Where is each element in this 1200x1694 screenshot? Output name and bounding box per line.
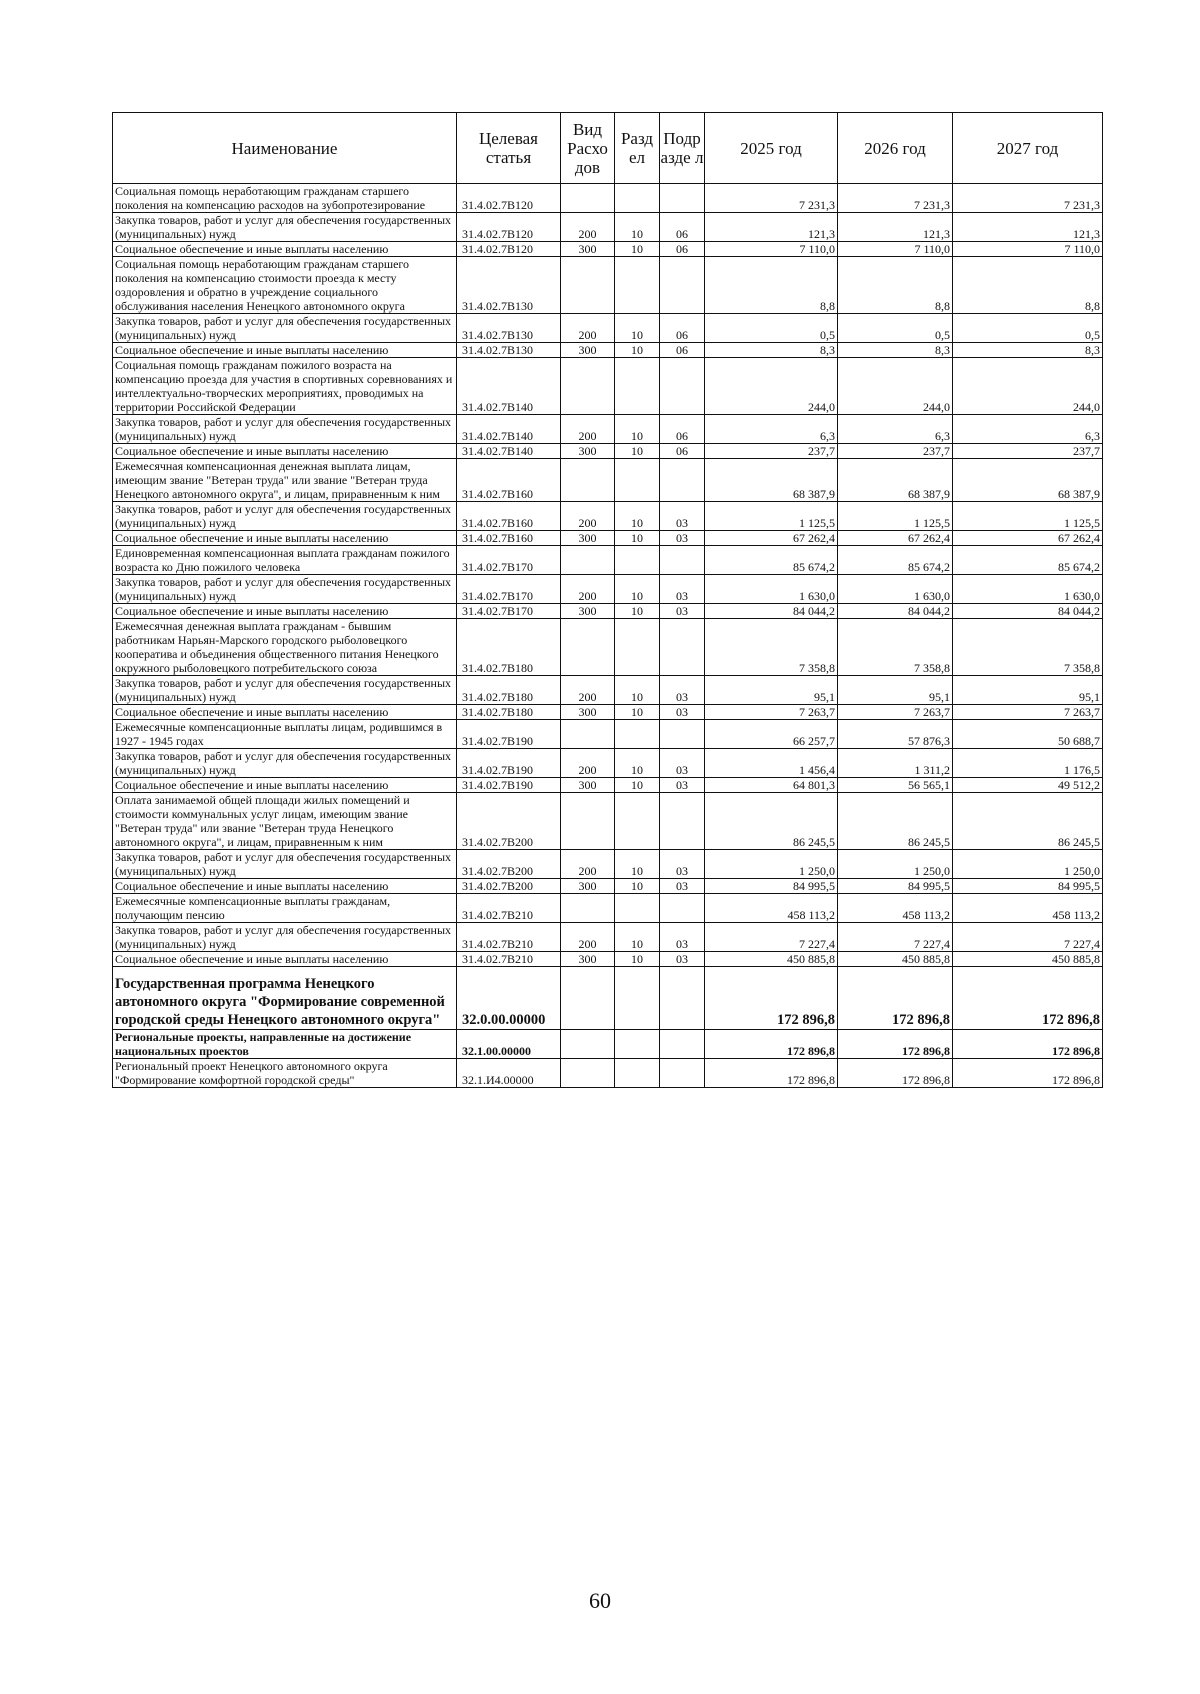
cell-kind (561, 459, 615, 502)
cell-section: 10 (615, 850, 660, 879)
cell-subsection (660, 967, 705, 1030)
cell-2027: 50 688,7 (953, 720, 1103, 749)
cell-2025: 6,3 (705, 415, 838, 444)
cell-name: Закупка товаров, работ и услуг для обеспечения государственных (муниципальных) нужд (113, 415, 457, 444)
cell-subsection: 06 (660, 343, 705, 358)
cell-section (615, 720, 660, 749)
cell-section (615, 793, 660, 850)
cell-2025: 172 896,8 (705, 967, 838, 1030)
table-row (113, 314, 1103, 343)
cell-2025: 8,8 (705, 257, 838, 314)
cell-kind: 200 (561, 314, 615, 343)
cell-subsection: 03 (660, 952, 705, 967)
cell-2025: 1 250,0 (705, 850, 838, 879)
cell-2025: 0,5 (705, 314, 838, 343)
cell-subsection (660, 894, 705, 923)
table-row (113, 604, 1103, 619)
cell-section: 10 (615, 778, 660, 793)
cell-kind: 200 (561, 575, 615, 604)
header-name: Наименование (113, 113, 457, 184)
cell-2027: 1 125,5 (953, 502, 1103, 531)
cell-2027: 172 896,8 (953, 1030, 1103, 1059)
cell-kind: 200 (561, 415, 615, 444)
table-body (113, 184, 1103, 1088)
table-row (113, 793, 1103, 850)
cell-2027: 6,3 (953, 415, 1103, 444)
cell-2027: 237,7 (953, 444, 1103, 459)
cell-kind: 200 (561, 676, 615, 705)
cell-2025: 7 263,7 (705, 705, 838, 720)
cell-target: 31.4.02.7В180 (457, 619, 561, 676)
cell-2026: 8,3 (838, 343, 953, 358)
cell-section: 10 (615, 705, 660, 720)
cell-section: 10 (615, 575, 660, 604)
cell-name: Ежемесячные компенсационные выплаты лицам, родившимся в 1927 - 1945 годах (113, 720, 457, 749)
cell-name: Государственная программа Ненецкого автономного округа "Формирование современной городской среды Ненецкого автономного округа" (113, 967, 457, 1030)
table-row (113, 1059, 1103, 1088)
cell-2026: 7 227,4 (838, 923, 953, 952)
cell-subsection (660, 459, 705, 502)
cell-kind: 200 (561, 923, 615, 952)
cell-name: Социальное обеспечение и иные выплаты населению (113, 952, 457, 967)
cell-2027: 172 896,8 (953, 1059, 1103, 1088)
cell-2026: 84 044,2 (838, 604, 953, 619)
cell-subsection: 03 (660, 778, 705, 793)
cell-section: 10 (615, 314, 660, 343)
cell-2025: 450 885,8 (705, 952, 838, 967)
cell-target: 32.1.00.00000 (457, 1030, 561, 1059)
cell-2026: 7 263,7 (838, 705, 953, 720)
cell-2027: 172 896,8 (953, 967, 1103, 1030)
table-header-row (113, 113, 1103, 184)
cell-2027: 84 044,2 (953, 604, 1103, 619)
cell-2027: 95,1 (953, 676, 1103, 705)
table-row (113, 967, 1103, 1030)
cell-kind: 200 (561, 502, 615, 531)
cell-name: Социальное обеспечение и иные выплаты населению (113, 343, 457, 358)
cell-2027: 458 113,2 (953, 894, 1103, 923)
cell-name: Социальное обеспечение и иные выплаты населению (113, 604, 457, 619)
cell-section (615, 459, 660, 502)
table-row (113, 242, 1103, 257)
cell-section (615, 1059, 660, 1088)
table-row (113, 894, 1103, 923)
cell-target: 31.4.02.7В200 (457, 879, 561, 894)
cell-2025: 95,1 (705, 676, 838, 705)
cell-2025: 85 674,2 (705, 546, 838, 575)
cell-name: Закупка товаров, работ и услуг для обеспечения государственных (муниципальных) нужд (113, 749, 457, 778)
cell-2026: 172 896,8 (838, 1059, 953, 1088)
cell-section: 10 (615, 343, 660, 358)
cell-name: Социальная помощь неработающим гражданам старшего поколения на компенсацию расходов на зубопротезирование (113, 184, 457, 213)
cell-2025: 7 110,0 (705, 242, 838, 257)
cell-subsection: 03 (660, 502, 705, 531)
cell-target: 31.4.02.7В140 (457, 415, 561, 444)
cell-target: 31.4.02.7В190 (457, 749, 561, 778)
cell-2025: 1 456,4 (705, 749, 838, 778)
cell-kind (561, 793, 615, 850)
table-row (113, 705, 1103, 720)
cell-section (615, 257, 660, 314)
cell-target: 31.4.02.7В170 (457, 604, 561, 619)
cell-subsection (660, 546, 705, 575)
cell-2027: 49 512,2 (953, 778, 1103, 793)
cell-target: 31.4.02.7В170 (457, 546, 561, 575)
cell-section (615, 358, 660, 415)
table-row (113, 850, 1103, 879)
cell-2026: 67 262,4 (838, 531, 953, 546)
cell-name: Закупка товаров, работ и услуг для обеспечения государственных (муниципальных) нужд (113, 502, 457, 531)
cell-2027: 1 176,5 (953, 749, 1103, 778)
cell-2027: 450 885,8 (953, 952, 1103, 967)
cell-2025: 172 896,8 (705, 1059, 838, 1088)
cell-target: 31.4.02.7В200 (457, 850, 561, 879)
cell-target: 31.4.02.7В130 (457, 314, 561, 343)
cell-2025: 68 387,9 (705, 459, 838, 502)
cell-subsection (660, 720, 705, 749)
cell-subsection: 03 (660, 676, 705, 705)
cell-2026: 56 565,1 (838, 778, 953, 793)
cell-2025: 7 358,8 (705, 619, 838, 676)
cell-name: Закупка товаров, работ и услуг для обеспечения государственных (муниципальных) нужд (113, 850, 457, 879)
cell-subsection: 06 (660, 444, 705, 459)
cell-subsection: 06 (660, 242, 705, 257)
cell-2026: 1 630,0 (838, 575, 953, 604)
cell-2027: 67 262,4 (953, 531, 1103, 546)
cell-kind (561, 894, 615, 923)
cell-2027: 1 250,0 (953, 850, 1103, 879)
cell-2025: 172 896,8 (705, 1030, 838, 1059)
header-2027: 2027 год (953, 113, 1103, 184)
cell-kind: 300 (561, 705, 615, 720)
cell-2027: 84 995,5 (953, 879, 1103, 894)
cell-target: 31.4.02.7В210 (457, 952, 561, 967)
table-row (113, 531, 1103, 546)
cell-target: 31.4.02.7В200 (457, 793, 561, 850)
cell-2026: 1 311,2 (838, 749, 953, 778)
table-row (113, 952, 1103, 967)
cell-2027: 8,8 (953, 257, 1103, 314)
cell-2026: 1 125,5 (838, 502, 953, 531)
cell-subsection (660, 1059, 705, 1088)
cell-target: 32.1.И4.00000 (457, 1059, 561, 1088)
cell-kind: 300 (561, 604, 615, 619)
table-row (113, 1030, 1103, 1059)
cell-subsection (660, 619, 705, 676)
cell-name: Оплата занимаемой общей площади жилых помещений и стоимости коммунальных услуг лицам, имеющим звание "Ветеран труда" или звание "Ветеран труда Ненецкого автономного округа", и лицам, приравненным к ним (113, 793, 457, 850)
cell-subsection: 03 (660, 531, 705, 546)
header-subsection: Подр азде л (660, 113, 705, 184)
cell-name: Ежемесячная денежная выплата гражданам - бывшим работникам Нарьян-Марского городского рыболовецкого кооператива и объединения общественного питания Ненецкого окружного рыболовецкого потребительского союза (113, 619, 457, 676)
cell-section (615, 619, 660, 676)
cell-2025: 84 995,5 (705, 879, 838, 894)
cell-section: 10 (615, 242, 660, 257)
table-row (113, 778, 1103, 793)
cell-subsection: 06 (660, 415, 705, 444)
cell-section (615, 184, 660, 213)
cell-target: 31.4.02.7В190 (457, 778, 561, 793)
cell-name: Социальная помощь неработающим гражданам старшего поколения на компенсацию стоимости проезда к месту оздоровления и обратно в учреждение социального обслуживания населения Ненецкого автономного округа (113, 257, 457, 314)
cell-section: 10 (615, 415, 660, 444)
cell-2027: 68 387,9 (953, 459, 1103, 502)
cell-section: 10 (615, 952, 660, 967)
cell-section: 10 (615, 502, 660, 531)
cell-subsection (660, 793, 705, 850)
cell-2026: 1 250,0 (838, 850, 953, 879)
cell-subsection: 06 (660, 314, 705, 343)
cell-2026: 84 995,5 (838, 879, 953, 894)
cell-2026: 244,0 (838, 358, 953, 415)
page-number: 60 (589, 1588, 611, 1613)
cell-2026: 95,1 (838, 676, 953, 705)
cell-2026: 237,7 (838, 444, 953, 459)
cell-target: 31.4.02.7В160 (457, 502, 561, 531)
table-row (113, 879, 1103, 894)
cell-section (615, 1030, 660, 1059)
cell-kind: 300 (561, 242, 615, 257)
cell-2026: 121,3 (838, 213, 953, 242)
cell-2025: 7 231,3 (705, 184, 838, 213)
cell-target: 31.4.02.7В130 (457, 257, 561, 314)
table-row (113, 749, 1103, 778)
cell-2027: 85 674,2 (953, 546, 1103, 575)
cell-2025: 1 125,5 (705, 502, 838, 531)
cell-2025: 7 227,4 (705, 923, 838, 952)
cell-2026: 8,8 (838, 257, 953, 314)
cell-kind (561, 1059, 615, 1088)
cell-name: Закупка товаров, работ и услуг для обеспечения государственных (муниципальных) нужд (113, 213, 457, 242)
header-kind: Вид Расхо дов (561, 113, 615, 184)
cell-subsection: 06 (660, 213, 705, 242)
table-row (113, 720, 1103, 749)
cell-2027: 8,3 (953, 343, 1103, 358)
cell-2025: 67 262,4 (705, 531, 838, 546)
cell-kind: 300 (561, 778, 615, 793)
cell-2026: 0,5 (838, 314, 953, 343)
cell-name: Социальное обеспечение и иные выплаты населению (113, 531, 457, 546)
cell-section: 10 (615, 531, 660, 546)
cell-kind (561, 546, 615, 575)
cell-2025: 458 113,2 (705, 894, 838, 923)
cell-name: Социальное обеспечение и иные выплаты населению (113, 778, 457, 793)
cell-section (615, 967, 660, 1030)
cell-kind: 300 (561, 879, 615, 894)
cell-2027: 7 231,3 (953, 184, 1103, 213)
table-row (113, 619, 1103, 676)
cell-kind (561, 184, 615, 213)
cell-2026: 450 885,8 (838, 952, 953, 967)
table-row (113, 213, 1103, 242)
cell-2025: 244,0 (705, 358, 838, 415)
cell-2027: 7 110,0 (953, 242, 1103, 257)
cell-target: 32.0.00.00000 (457, 967, 561, 1030)
budget-table (112, 112, 1103, 1088)
cell-kind (561, 619, 615, 676)
cell-subsection: 03 (660, 575, 705, 604)
cell-name: Социальное обеспечение и иные выплаты населению (113, 242, 457, 257)
cell-2027: 121,3 (953, 213, 1103, 242)
cell-section: 10 (615, 676, 660, 705)
cell-target: 31.4.02.7В170 (457, 575, 561, 604)
cell-name: Региональный проект Ненецкого автономного округа "Формирование комфортной городской среды" (113, 1059, 457, 1088)
cell-kind (561, 358, 615, 415)
cell-2027: 0,5 (953, 314, 1103, 343)
cell-2026: 57 876,3 (838, 720, 953, 749)
header-section: Разд ел (615, 113, 660, 184)
cell-section (615, 546, 660, 575)
cell-name: Единовременная компенсационная выплата гражданам пожилого возраста ко Дню пожилого человека (113, 546, 457, 575)
cell-name: Закупка товаров, работ и услуг для обеспечения государственных (муниципальных) нужд (113, 314, 457, 343)
cell-2025: 121,3 (705, 213, 838, 242)
cell-target: 31.4.02.7В160 (457, 459, 561, 502)
cell-target: 31.4.02.7В140 (457, 358, 561, 415)
cell-2026: 7 358,8 (838, 619, 953, 676)
header-2026: 2026 год (838, 113, 953, 184)
cell-2027: 244,0 (953, 358, 1103, 415)
cell-target: 31.4.02.7В190 (457, 720, 561, 749)
table-row (113, 358, 1103, 415)
cell-subsection (660, 184, 705, 213)
table-row (113, 343, 1103, 358)
table-row (113, 923, 1103, 952)
table-row (113, 184, 1103, 213)
cell-2025: 64 801,3 (705, 778, 838, 793)
cell-kind: 200 (561, 850, 615, 879)
table-row (113, 575, 1103, 604)
cell-2027: 86 245,5 (953, 793, 1103, 850)
cell-name: Социальное обеспечение и иные выплаты населению (113, 705, 457, 720)
cell-name: Закупка товаров, работ и услуг для обеспечения государственных (муниципальных) нужд (113, 676, 457, 705)
cell-name: Социальная помощь гражданам пожилого возраста на компенсацию проезда для участия в спортивных соревнованиях и интеллектуально-творческих мероприятиях, проводимых на территории Российской Федерации (113, 358, 457, 415)
cell-name: Закупка товаров, работ и услуг для обеспечения государственных (муниципальных) нужд (113, 923, 457, 952)
cell-section: 10 (615, 213, 660, 242)
cell-kind: 200 (561, 213, 615, 242)
cell-target: 31.4.02.7В180 (457, 705, 561, 720)
cell-kind (561, 720, 615, 749)
cell-name: Социальное обеспечение и иные выплаты населению (113, 444, 457, 459)
cell-target: 31.4.02.7В120 (457, 213, 561, 242)
cell-section: 10 (615, 923, 660, 952)
table-row (113, 415, 1103, 444)
cell-subsection: 03 (660, 850, 705, 879)
cell-subsection: 03 (660, 604, 705, 619)
cell-2026: 68 387,9 (838, 459, 953, 502)
cell-subsection: 03 (660, 749, 705, 778)
cell-section: 10 (615, 444, 660, 459)
cell-subsection: 03 (660, 879, 705, 894)
cell-target: 31.4.02.7В160 (457, 531, 561, 546)
cell-2026: 7 231,3 (838, 184, 953, 213)
cell-target: 31.4.02.7В180 (457, 676, 561, 705)
cell-name: Закупка товаров, работ и услуг для обеспечения государственных (муниципальных) нужд (113, 575, 457, 604)
cell-2027: 7 358,8 (953, 619, 1103, 676)
table-row (113, 257, 1103, 314)
cell-2025: 86 245,5 (705, 793, 838, 850)
cell-kind: 200 (561, 749, 615, 778)
table-row (113, 444, 1103, 459)
table-row (113, 546, 1103, 575)
cell-2025: 84 044,2 (705, 604, 838, 619)
table-row (113, 459, 1103, 502)
cell-kind: 300 (561, 531, 615, 546)
cell-section: 10 (615, 879, 660, 894)
cell-kind: 300 (561, 444, 615, 459)
cell-section (615, 894, 660, 923)
cell-subsection (660, 257, 705, 314)
cell-name: Ежемесячные компенсационные выплаты гражданам, получающим пенсию (113, 894, 457, 923)
cell-subsection: 03 (660, 705, 705, 720)
cell-2026: 172 896,8 (838, 967, 953, 1030)
cell-2027: 7 263,7 (953, 705, 1103, 720)
budget-table-sheet (112, 112, 1102, 1088)
cell-2025: 8,3 (705, 343, 838, 358)
cell-2027: 7 227,4 (953, 923, 1103, 952)
cell-subsection (660, 358, 705, 415)
cell-2026: 85 674,2 (838, 546, 953, 575)
cell-2026: 172 896,8 (838, 1030, 953, 1059)
cell-2026: 458 113,2 (838, 894, 953, 923)
cell-name: Социальное обеспечение и иные выплаты населению (113, 879, 457, 894)
cell-kind (561, 967, 615, 1030)
cell-2026: 6,3 (838, 415, 953, 444)
cell-kind (561, 1030, 615, 1059)
header-target: Целевая статья (457, 113, 561, 184)
table-row (113, 502, 1103, 531)
cell-target: 31.4.02.7В210 (457, 923, 561, 952)
cell-subsection: 03 (660, 923, 705, 952)
cell-target: 31.4.02.7В120 (457, 242, 561, 257)
header-2025: 2025 год (705, 113, 838, 184)
cell-2026: 7 110,0 (838, 242, 953, 257)
cell-name: Ежемесячная компенсационная денежная выплата лицам, имеющим звание "Ветеран труда" или звание "Ветеран труда Ненецкого автономного округа", и лицам, приравненным к ним (113, 459, 457, 502)
cell-section: 10 (615, 749, 660, 778)
cell-target: 31.4.02.7В210 (457, 894, 561, 923)
cell-2025: 1 630,0 (705, 575, 838, 604)
cell-name: Региональные проекты, направленные на достижение национальных проектов (113, 1030, 457, 1059)
cell-section: 10 (615, 604, 660, 619)
cell-kind: 300 (561, 343, 615, 358)
cell-target: 31.4.02.7В140 (457, 444, 561, 459)
cell-target: 31.4.02.7В130 (457, 343, 561, 358)
cell-2025: 237,7 (705, 444, 838, 459)
cell-subsection (660, 1030, 705, 1059)
cell-2027: 1 630,0 (953, 575, 1103, 604)
cell-target: 31.4.02.7В120 (457, 184, 561, 213)
cell-kind (561, 257, 615, 314)
cell-2026: 86 245,5 (838, 793, 953, 850)
table-row (113, 676, 1103, 705)
cell-kind: 300 (561, 952, 615, 967)
cell-2025: 66 257,7 (705, 720, 838, 749)
